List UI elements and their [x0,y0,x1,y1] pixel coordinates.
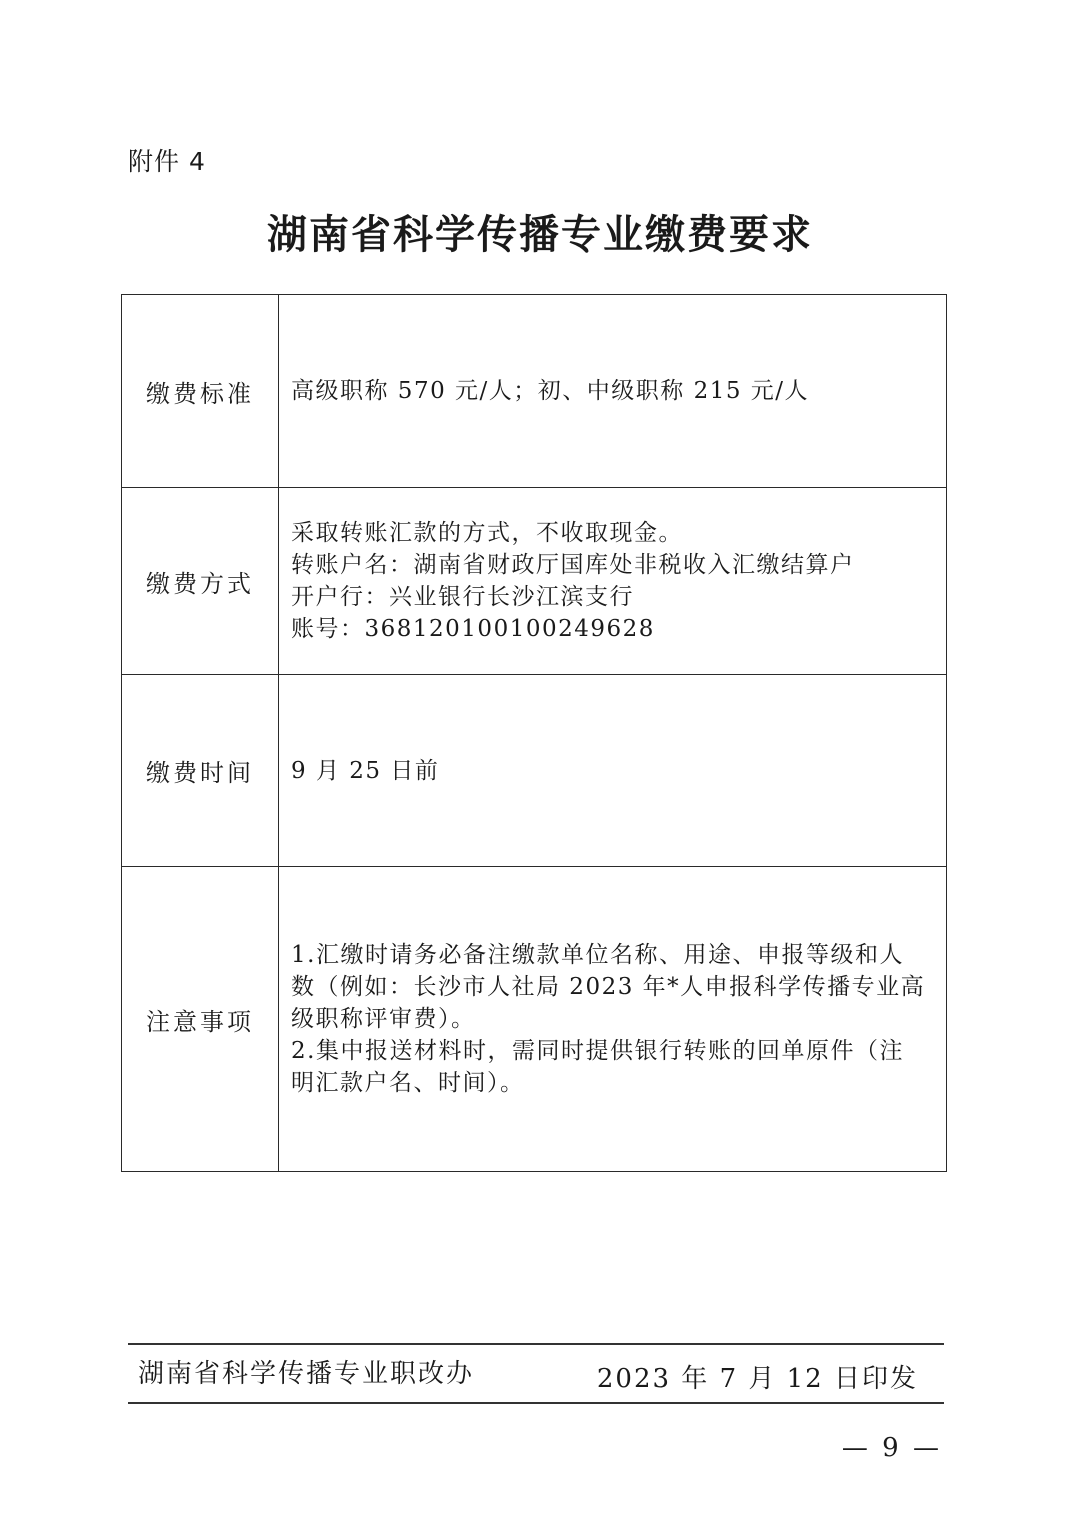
row-content-payment-method [279,488,947,675]
content-line: 9 月 25 日前 [291,757,440,784]
content-line: 1.汇缴时请务必备注缴款单位名称、用途、申报等级和人 [291,942,904,968]
footer-divider-bottom [128,1402,944,1404]
content-line: 明汇款户名、时间）。 [291,1070,525,1096]
footer-issue-date: 2023 年 7 月 12 日印发 [596,1364,918,1394]
table-row [122,295,947,488]
footer-divider-top [128,1343,944,1345]
content-line: 采取转账汇款的方式，不收取现金。 [291,520,683,546]
content-line: 账号：368120100100249628 [291,616,655,642]
row-content-fee-standard [279,295,947,488]
row-label-notes: 注意事项 [122,867,279,1172]
content-line: 2.集中报送材料时，需同时提供银行转账的回单原件（注 [291,1038,904,1064]
content-line: 高级职称 570 元/人；初、中级职称 215 元/人 [291,378,810,404]
table-row [122,867,947,1172]
row-content-notes [279,867,947,1172]
table-row [122,488,947,675]
row-label-payment-method: 缴费方式 [122,488,279,675]
fee-requirements-table [121,294,947,1172]
table-row [122,675,947,867]
document-title: 湖南省科学传播专业缴费要求 [267,212,813,258]
row-content-payment-time [279,675,947,867]
content-line: 数（例如：长沙市人社局 2023 年*人申报科学传播专业高 [291,974,926,1000]
content-line: 转账户名：湖南省财政厅国库处非税收入汇缴结算户 [291,552,855,578]
footer-issuer: 湖南省科学传播专业职改办 [138,1359,475,1389]
content-line: 级职称评审费）。 [291,1006,476,1032]
row-label-fee-standard: 缴费标准 [122,295,279,488]
attachment-label: 附件 4 [128,147,206,176]
row-label-payment-time: 缴费时间 [122,675,279,867]
page-number: — 9 — [841,1433,942,1463]
content-line: 开户行：兴业银行长沙江滨支行 [291,584,634,610]
